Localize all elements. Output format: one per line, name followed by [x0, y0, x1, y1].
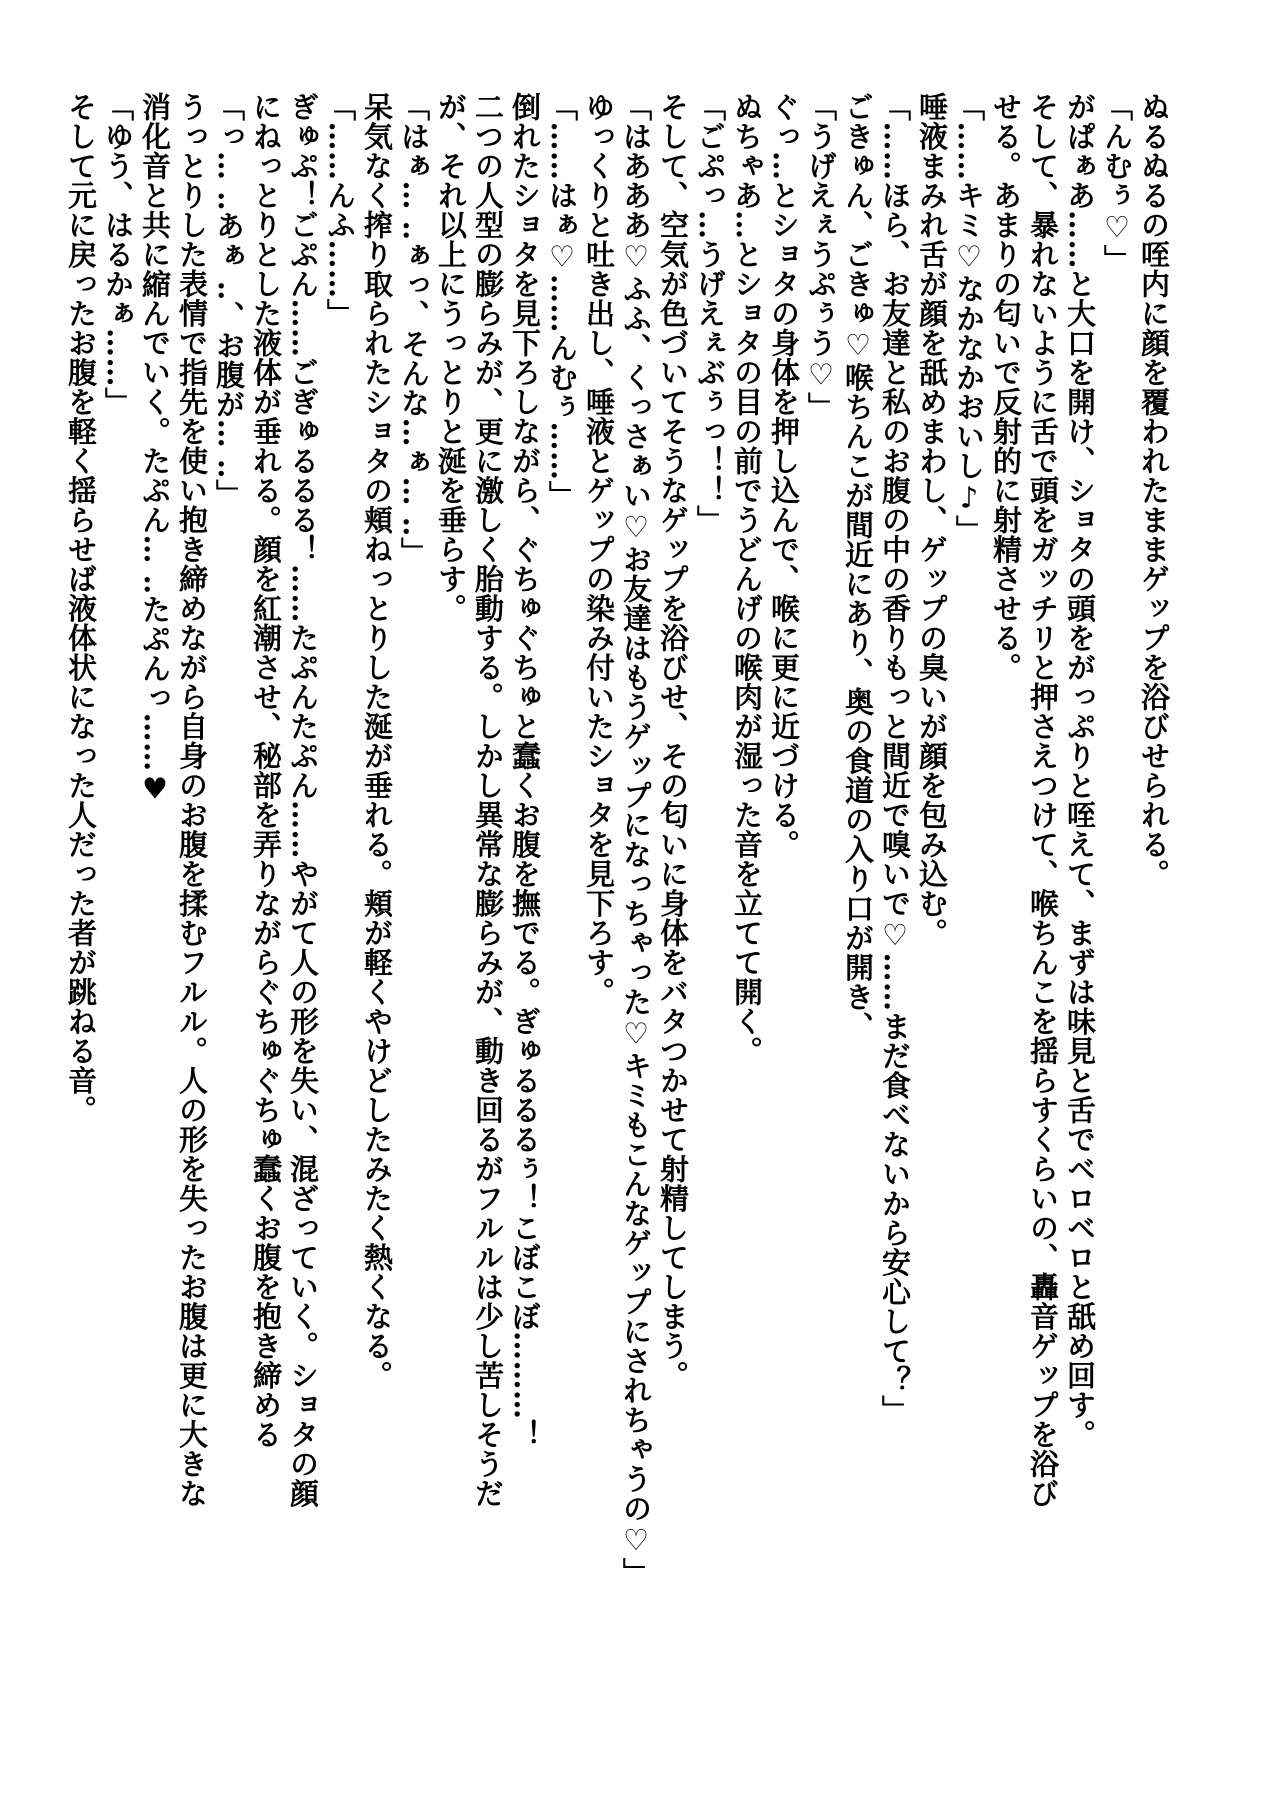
text-line: せる。あまりの匂いで反射的に射精させる。 — [989, 92, 1023, 682]
text-line: うっとりした表情で指先を使い抱き締めながら自身のお腹を揉むフルル。人の形を失ったお腹は更に大きな — [175, 92, 209, 1508]
text-line: ゆっくりと吐き出し、唾液とゲップの染み付いたショタを見下ろす。 — [582, 92, 616, 1007]
text-line: 呆気なく搾り取られたショタの頬ねっとりした涎が垂れる。頬が軽くやけどしたみたく熱くなる。 — [360, 92, 394, 1390]
text-line: 「ごぷっ…うげえぇぶぅっ！！」 — [693, 92, 727, 535]
text-line: ぐっ…とショタの身体を押し込んで、喉に更に近づける。 — [767, 92, 801, 859]
text-line: ぬちゃあ…とショタの目の前でうどんげの喉肉が湿った音を立てて開く。 — [730, 92, 764, 1066]
text-line: ぎゅぷ！ごぷん……ごぎゅるるる！……たぷんたぷん……やがて人の形を失い、混ざっていく。ショタの顔 — [286, 92, 320, 1508]
text-line: ぬるぬるの咥内に顔を覆われたままゲップを浴びせられる。 — [1137, 92, 1171, 889]
text-line: ごきゅん、ごきゅ♡喉ちんこが間近にあり、奥の食道の入り口が開き、 — [841, 92, 875, 1041]
text-line: 「はあああ♡ふふ、くっさぁい♡お友達はもうゲップになっちゃった♡キミもこんなゲップにされちゃうの♡」 — [619, 92, 653, 1587]
text-line: が、それ以上にうっとりと涎を垂らす。 — [434, 92, 468, 623]
text-line: がぱぁあ……と大口を開け、ショタの頭をがっぷりと咥えて、まずは味見と舌でベロベロと舐め回す。 — [1063, 92, 1097, 1449]
vertical-text-body — [64, 92, 1172, 1612]
text-line: 「……キミ♡なかなかおいし♪」 — [952, 92, 986, 545]
text-line: 「ゆう、はるかぁ……」 — [101, 92, 135, 417]
text-line: そして元に戻ったお腹を軽く揺らせば液体状になった人だった者が跳ねる音。 — [64, 92, 98, 1125]
text-line: にねっとりとした液体が垂れる。顔を紅潮させ、秘部を弄りながらぐちゅぐちゅ蠢くお腹を抱き締める — [249, 92, 283, 1449]
text-line: 消化音と共に縮んでいく。たぷん… ‥たぷんっ……♥ — [138, 92, 172, 807]
text-line: 「……はぁ♡……んむぅ……」 — [545, 92, 579, 510]
text-line: 二つの人型の膨らみが、更に激しく胎動する。しかし異常な膨らみが、動き回るがフルルは少し苦しそうだ — [471, 92, 505, 1508]
text-line: 「んむぅ♡」 — [1100, 92, 1134, 274]
text-line: 「……んふ……」 — [323, 92, 357, 328]
text-line: 唾液まみれ舌が顔を舐めまわし、ゲップの臭いが顔を包み込む。 — [915, 92, 949, 948]
text-line: 「……ほら、お友達と私のお腹の中の香りもっと間近で嗅いで♡……まだ食べないから安心して？」 — [878, 92, 912, 1425]
text-line: 倒れたショタを見下ろしながら、ぐちゅぐちゅと蠢くお腹を撫でる。ぎゅるるるぅ！こぼこぼ………！ — [508, 92, 542, 1449]
text-line: そして、暴れないように舌で頭をガッチリと押さえつけて、喉ちんこを揺らすくらいの、轟音ゲップを浴び — [1026, 92, 1060, 1508]
text-line: 「っ… ‥あぁ ‥、お腹が… ‥」 — [212, 92, 246, 509]
text-line: 「はぁ… ‥ぁっ、そんな…ぁ… ‥」 — [397, 92, 431, 567]
text-line: 「うげえぇうぷぅう♡」 — [804, 92, 838, 422]
text-line: そして、空気が色づいてそうなゲップを浴びせ、その匂いに身体をバタつかせて射精してしまう。 — [656, 92, 690, 1390]
